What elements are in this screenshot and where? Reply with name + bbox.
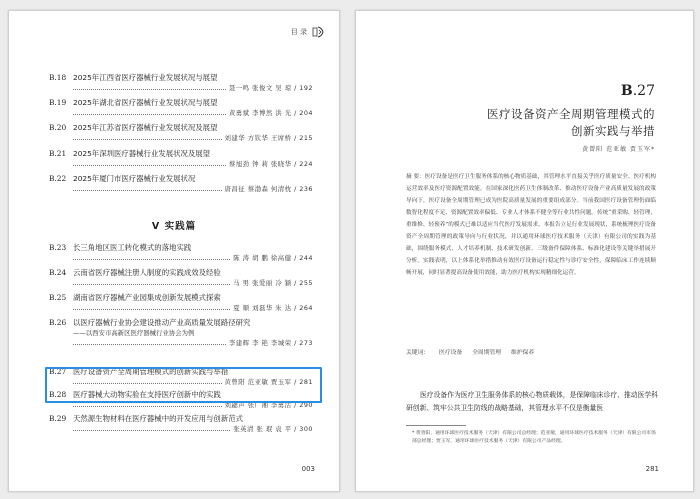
toc-entry-author-line — [73, 303, 313, 313]
abstract-text: 医疗设备是医疗卫生服务体系的核心物质基础，其管理水平直接关乎医疗质量安全、医疗机构运营效率及医疗资源配置效能。在国家深化医药卫生体制改革、推动医疗设备产业高质量发展的政策导向下，医疗设备全周期管理已成为医院高质量发展的重要组成部分。当前我国医疗设备管理仍面临数智化程度不足、资源配置效率偏低、专业人才体系不健全等行业共性问题。传统“重采购、轻管理，重维修、轻预养”的模式已难以适应当代医疗发展需求。本报告立足行业发展现状，系统梳理医疗设备资产全周期管理的政策导向与行业状况，并以通用环球医疗技术服务（天津）有限公司的实践为基础，围绕服务模式、人才培养机制、技术研发创新、三级备件保障体系、标准化建设等关键举措展开分析。实践表明，以上体系化举措推动有效医疗设备运行稳定性与诊疗安全性，保障临床工作连续顺畅开展，同时显著提高设备使用效能，助力医疗机构实现精细化运营。 — [406, 174, 656, 276]
toc-entry-title: 云南省医疗器械注册人制度的实践成效及经验 — [73, 268, 221, 277]
toc-entry — [49, 123, 313, 143]
toc-entry-number: B.28 — [49, 390, 67, 399]
dot-leader — [73, 429, 230, 431]
toc-entry-title: 医疗设备资产全周期管理模式的创新实践与举措 — [73, 367, 229, 376]
toc-entry-number: B.27 — [49, 367, 67, 376]
toc-entry-heading — [49, 73, 313, 83]
toc-entry — [49, 268, 313, 288]
toc-entry-title: 天然源生物材料在医疗器械中的开发应用与创新范式 — [73, 414, 243, 423]
toc-entry — [49, 73, 313, 93]
toc-entry-title: 2025年江西省医疗器械行业发展状况与展望 — [73, 73, 218, 82]
running-head-label: 目 录 — [290, 28, 307, 36]
toc-entry-number: B.21 — [49, 149, 67, 158]
toc-entry-number: B.29 — [49, 414, 67, 423]
running-head — [291, 25, 325, 39]
toc-entry-number: B.24 — [49, 268, 67, 277]
dot-leader — [73, 88, 226, 90]
toc-entry-author-line — [73, 184, 313, 194]
toc-entry-heading — [49, 123, 313, 133]
dot-leader — [73, 113, 226, 115]
book-logo-icon — [311, 25, 325, 39]
toc-entry-number: B.23 — [49, 243, 67, 252]
toc-entry-heading — [49, 243, 313, 253]
toc-entry-authors: 黄曾阳 范亚敏 贾玉军 / 281 — [224, 378, 313, 386]
abstract-label: 摘 要： — [406, 174, 425, 180]
toc-entry-authors: 马 男 张爱丽 冷 颖 / 255 — [233, 279, 313, 287]
footnote-rule — [406, 425, 466, 426]
keyword: 医疗设备 — [439, 350, 463, 356]
toc-entry — [49, 318, 313, 348]
highlight-box — [45, 367, 322, 403]
toc-entry-number: B.20 — [49, 123, 67, 132]
keyword: 维护保养 — [510, 350, 535, 356]
section-title: V 实践篇 — [151, 221, 197, 232]
toc-entry-author-line — [73, 108, 313, 118]
toc-entry — [49, 98, 313, 118]
toc-entry-title: 2025年深圳医疗器械行业发展状况及展望 — [73, 149, 211, 158]
toc-entry-title: 2025年厦门市医疗器械行业发展状况 — [73, 174, 196, 183]
toc-entry-number: B.26 — [49, 318, 67, 327]
toc-entry-title: 长三角地区医工转化模式的落地实践 — [73, 243, 192, 252]
chapter-code-number: .27 — [632, 83, 655, 99]
dot-leader — [73, 164, 226, 166]
page-number: 003 — [301, 465, 315, 473]
page-number: 281 — [645, 465, 659, 473]
dot-leader — [73, 138, 222, 140]
toc-entry-authors: 刘勰声 张广湘 李勇活 / 290 — [224, 401, 313, 409]
chapter-title-line1: 医疗设备资产全周期管理模式的 — [487, 107, 655, 121]
dot-leader — [73, 283, 230, 285]
toc-entry-authors: 聂一鸣 张俊文 吴 琼 / 192 — [228, 84, 313, 92]
toc-entry-heading — [49, 318, 313, 328]
toc-entry-heading — [49, 414, 313, 424]
toc-entry-heading — [49, 174, 313, 184]
dot-leader — [73, 343, 226, 345]
toc-page — [8, 10, 340, 492]
toc-entry-author-line — [73, 278, 313, 288]
toc-entry-number: B.22 — [49, 174, 67, 183]
chapter-page — [355, 10, 694, 492]
toc-entry — [49, 293, 313, 313]
toc-entry-heading — [49, 268, 313, 278]
toc-entry-authors: 张英清 张 珉 袁 平 / 300 — [233, 425, 313, 433]
toc-entry — [49, 174, 313, 194]
toc-entry-authors: 刘建华 方钦华 王席桥 / 215 — [224, 134, 313, 142]
toc-entry-author-line — [73, 253, 313, 263]
toc-entry-heading — [49, 293, 313, 303]
toc-entry-authors: 陈 涛 胡 鹏 徐高健 / 244 — [233, 254, 313, 262]
toc-entry-subtitle: ——以西安市高新区医疗器械行业协会为例 — [73, 329, 195, 337]
body-paragraph: 医疗设备作为医疗卫生服务体系的核心物质载体，是保障临床诊疗、推动医学科研创新、筑牢公共卫生防线的战略基础，其管理水平不仅是衡量医 — [406, 391, 658, 412]
dot-leader — [73, 308, 230, 310]
toc-entry-title: 2025年湖北省医疗器械行业发展状况与展望 — [73, 98, 218, 107]
toc-entry-authors: 黄勇斌 李博然 洪 光 / 204 — [228, 109, 313, 117]
toc-entry-number: B.18 — [49, 73, 67, 82]
toc-entry-author-line — [73, 338, 313, 348]
keywords — [406, 347, 542, 356]
chapter-code-prefix: B — [620, 83, 633, 99]
dot-leader — [73, 189, 222, 191]
toc-entry-number: B.19 — [49, 98, 67, 107]
chapter-code — [621, 83, 655, 99]
toc-entry-title: 医疗器械大动物实验在支持医疗创新中的实践 — [73, 390, 221, 399]
toc-entry-author-line — [73, 159, 313, 169]
chapter-authors: 黄曾阳 范亚敏 贾玉军* — [582, 146, 655, 153]
toc-entry — [49, 243, 313, 263]
toc-entry-author-line — [73, 83, 313, 93]
toc-entry — [49, 414, 313, 434]
toc-entry-author-line — [73, 133, 313, 143]
toc-entry-heading — [49, 149, 313, 159]
toc-entry-heading — [49, 98, 313, 108]
keywords-label: 关键词： — [406, 350, 430, 356]
toc-entry-number: B.25 — [49, 293, 67, 302]
chapter-title-line2: 创新实践与举措 — [571, 124, 655, 138]
dot-leader — [73, 258, 230, 260]
abstract — [406, 171, 656, 279]
keyword: 全周期管理 — [472, 350, 502, 356]
toc-entry-authors: 蔡旭劲 钟 莉 张晓华 / 224 — [228, 160, 313, 168]
toc-entry-title: 2025年江苏省医疗器械行业发展状况及展望 — [73, 123, 218, 132]
dot-leader — [73, 405, 222, 407]
footnote: * 黄曾阳，通用环球医疗技术服务（天津）有限公司总经理；范亚敏，通用环球医疗技术服务（天津）有限公司市场部总经理；贾玉军，通用环球医疗技术服务（天津）有限公司产品经理。 — [412, 431, 656, 444]
toc-entry-authors: 李建辉 李 艳 李城荣 / 273 — [228, 339, 313, 347]
toc-entry — [49, 149, 313, 169]
toc-entry-title: 湖南省医疗器械产业园集成创新发展模式探索 — [73, 293, 221, 302]
toc-entry-authors: 唐昌征 蔡渤森 何清枕 / 236 — [224, 185, 313, 193]
toc-entry-title: 以医疗器械行业协会建设推动产业高质量发展路径研究 — [73, 318, 251, 327]
toc-entry-authors: 夏 顺 刘磊华 朱 达 / 264 — [233, 304, 313, 312]
toc-entry-author-line — [73, 424, 313, 434]
